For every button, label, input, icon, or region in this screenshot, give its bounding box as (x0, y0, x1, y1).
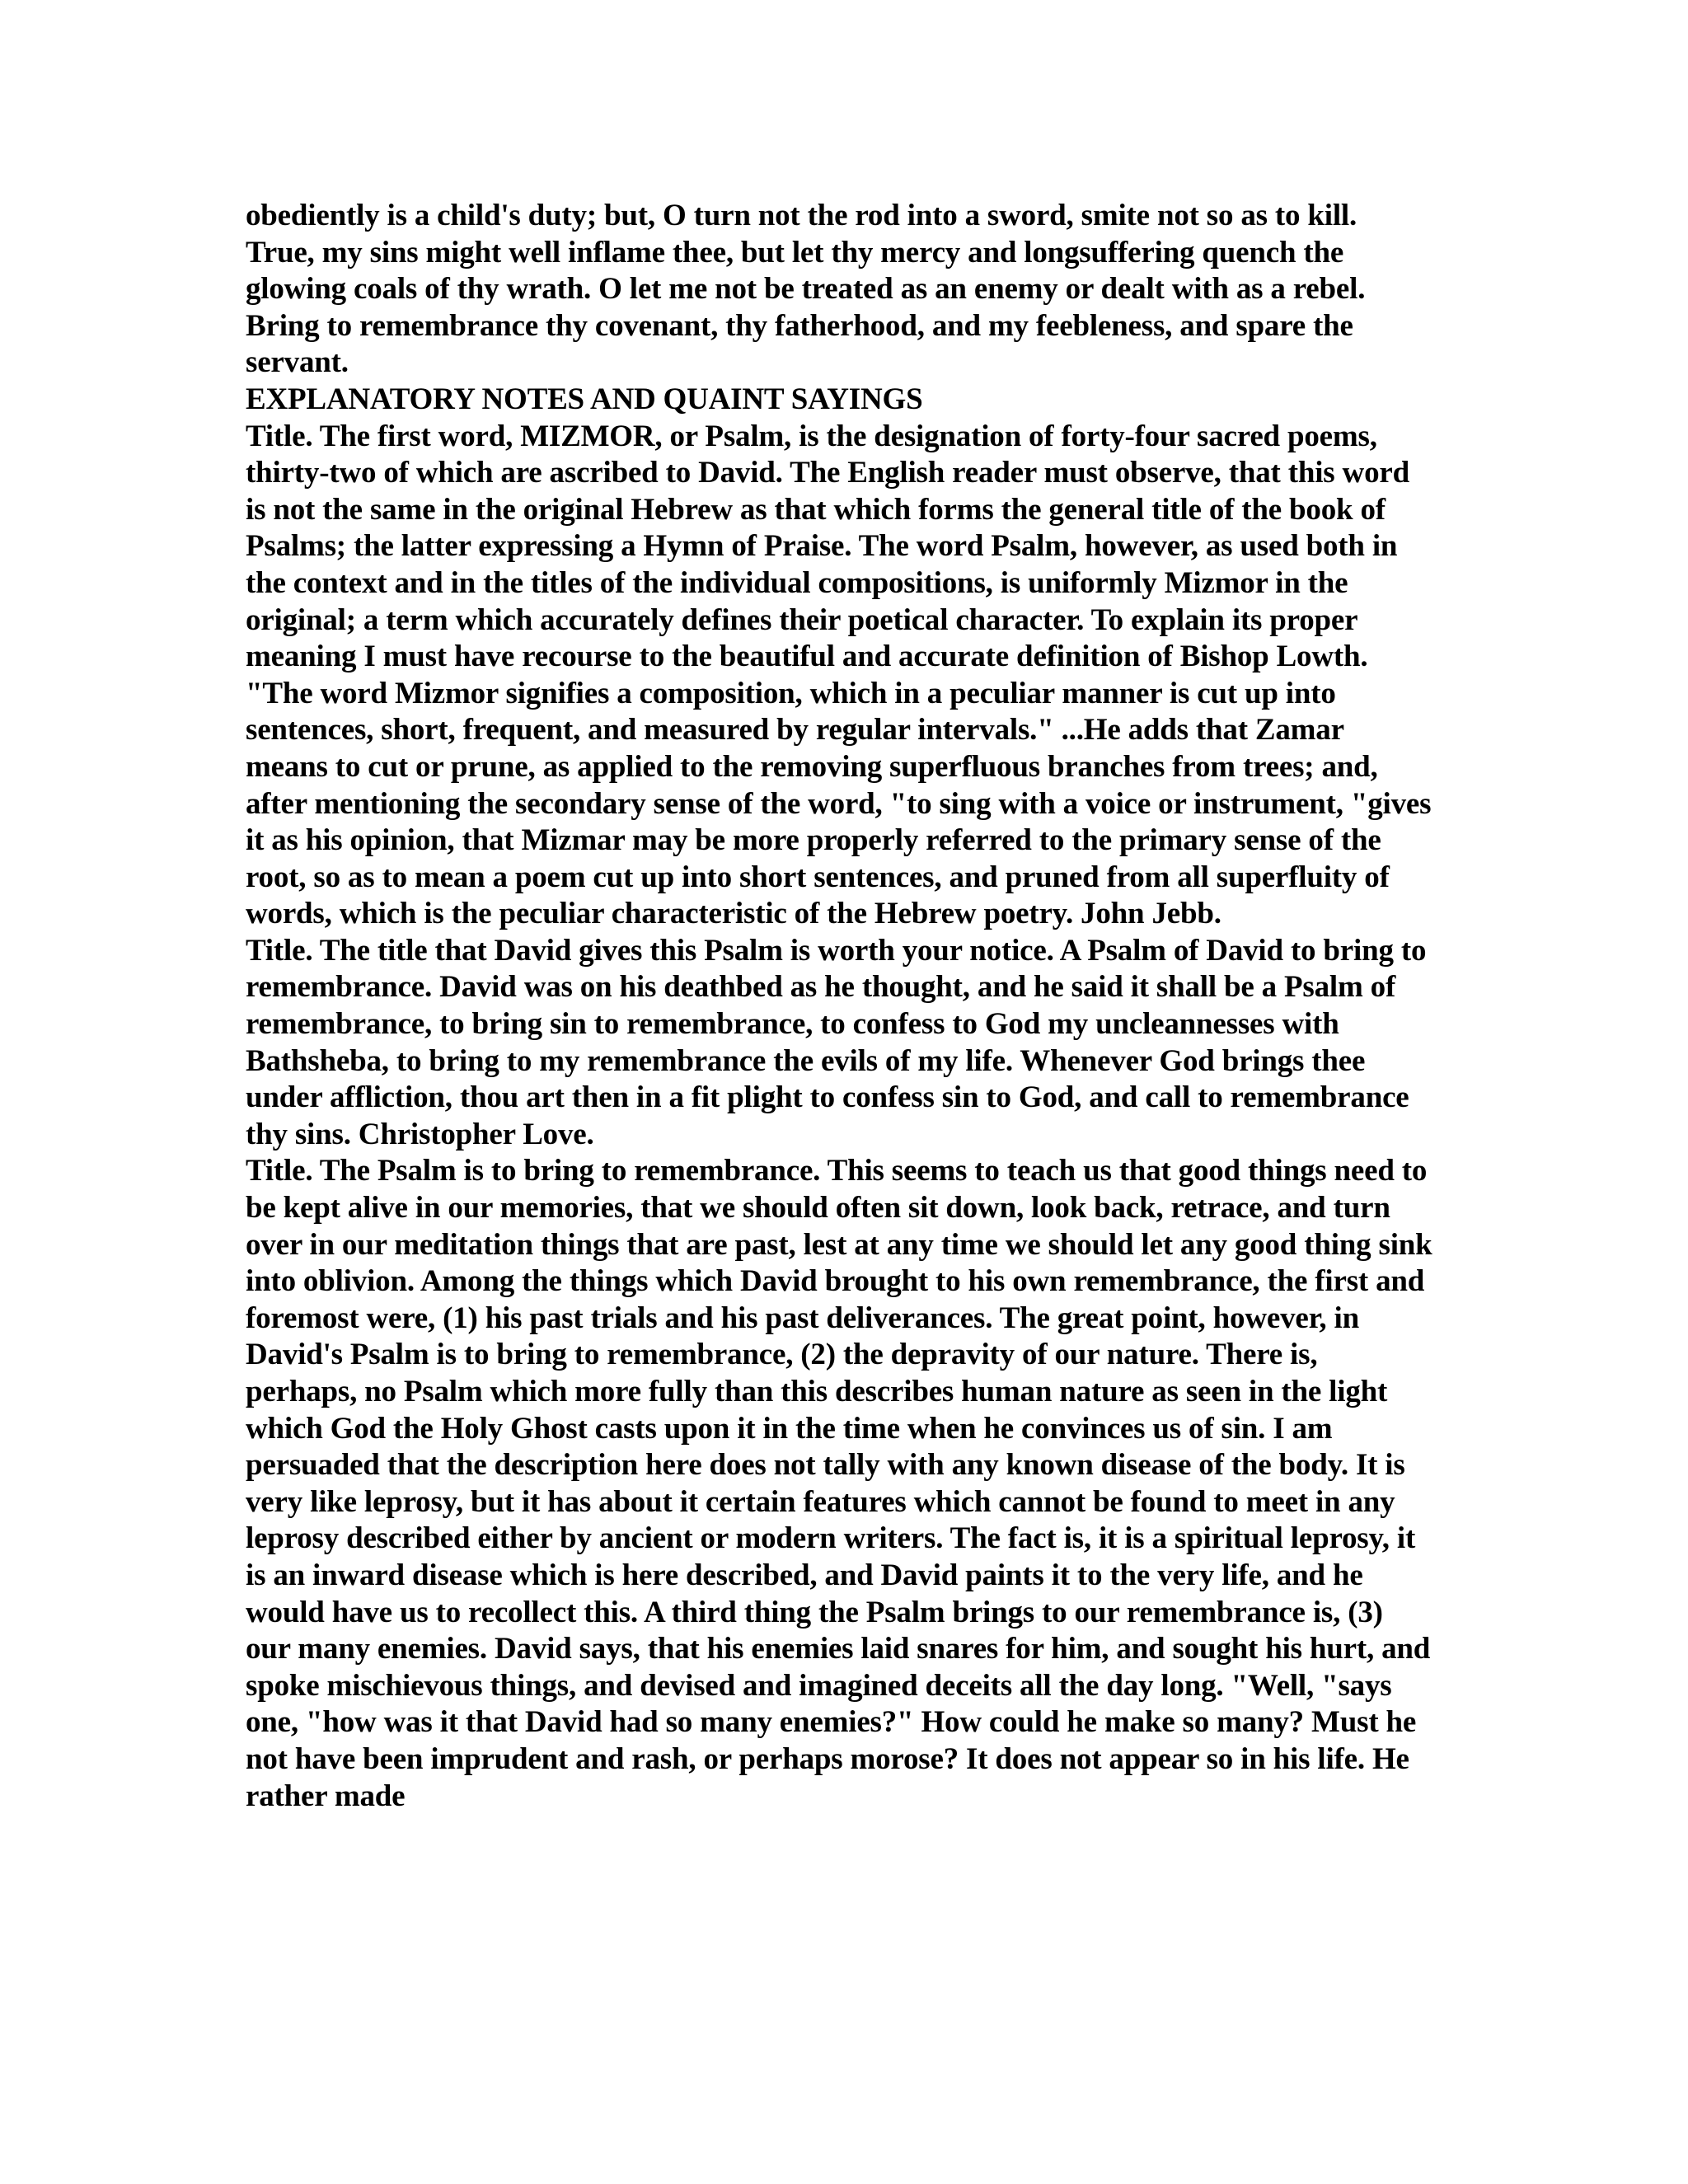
section-heading: EXPLANATORY NOTES AND QUAINT SAYINGS (246, 382, 923, 416)
paragraph-title-remembrance: Title. The title that David gives this Psalm is worth your notice. A Psalm of David to bring to remembrance. David was on his deathbed as he thought, and he said it shall be a Psalm of remembrance, to bring sin to remembrance, to confess to God my uncleannesses with Bathsheba, to bring to my remembrance the evils of my life. Whenever God brings thee under affliction, thou art then in a fit plight to confess sin to God, and call to remembrance thy sins. Christopher Love. (246, 933, 1427, 1151)
paragraph-title-mizmor: Title. The first word, MIZMOR, or Psalm, is the designation of forty-four sacred poems, thirty-two of which are ascribed to David. The English reader must observe, that this word is not the same in the original Hebrew as that which forms the general title of the book of Psalms; the latter expressing a Hymn of Praise. The word Psalm, however, as used both in the context and in the titles of the individual compositions, is uniformly Mizmor in the original; a term which accurately defines their poetical character. To explain its proper meaning I must have recourse to the beautiful and accurate definition of Bishop Lowth. "The word Mizmor signifies a composition, which in a peculiar manner is cut up into sentences, short, frequent, and measured by regular intervals." ...He adds that Zamar means to cut or prune, as applied to the removing superfluous branches from trees; and, after mentioning the secondary sense of the word, "to sing with a voice or instrument, "gives it as his opinion, that Mizmar may be more properly referred to the primary sense of the root, so as to mean a poem cut up into short sentences, and pruned from all superfluity of words, which is the peculiar characteristic of the Hebrew poetry. John Jebb. (246, 419, 1432, 931)
paragraph-continuation: obediently is a child's duty; but, O turn not the rod into a sword, smite not so as to kill. True, my sins might well inflame thee, but let thy mercy and longsuffering quench the glowing coals of thy wrath. O let me not be treated as an enemy or dealt with as a rebel. Bring to remembrance thy covenant, thy fatherhood, and my feebleness, and spare the servant. (246, 199, 1366, 380)
paragraph-title-good-things: Title. The Psalm is to bring to remembrance. This seems to teach us that good things need to be kept alive in our memories, that we should often sit down, look back, retrace, and turn over in our meditation things that are past, lest at any time we should let any good thing sink into oblivion. Among the things which David brought to his own remembrance, the first and foremost were, (1) his past trials and his past deliverances. The great point, however, in David's Psalm is to bring to remembrance, (2) the depravity of our nature. There is, perhaps, no Psalm which more fully than this describes human nature as seen in the light which God the Holy Ghost casts upon it in the time when he convinces us of sin. I am persuaded that the description here does not tally with any known disease of the body. It is very like leprosy, but it has about it certain features which cannot be found to meet in any leprosy described either by ancient or modern writers. The fact is, it is a spiritual leprosy, it is an inward disease which is here described, and David paints it to the very life, and he would have us to recollect this. A third thing the Psalm brings to our remembrance is, (3) our many enemies. David says, that his enemies laid snares for him, and sought his hurt, and spoke mischievous things, and devised and imagined deceits all the day long. "Well, "says one, "how was it that David had so many enemies?" How could he make so many? Must he not have been imprudent and rash, or perhaps morose? It does not appear so in his life. He rather made (246, 1154, 1432, 1813)
document-page (246, 198, 1432, 1815)
